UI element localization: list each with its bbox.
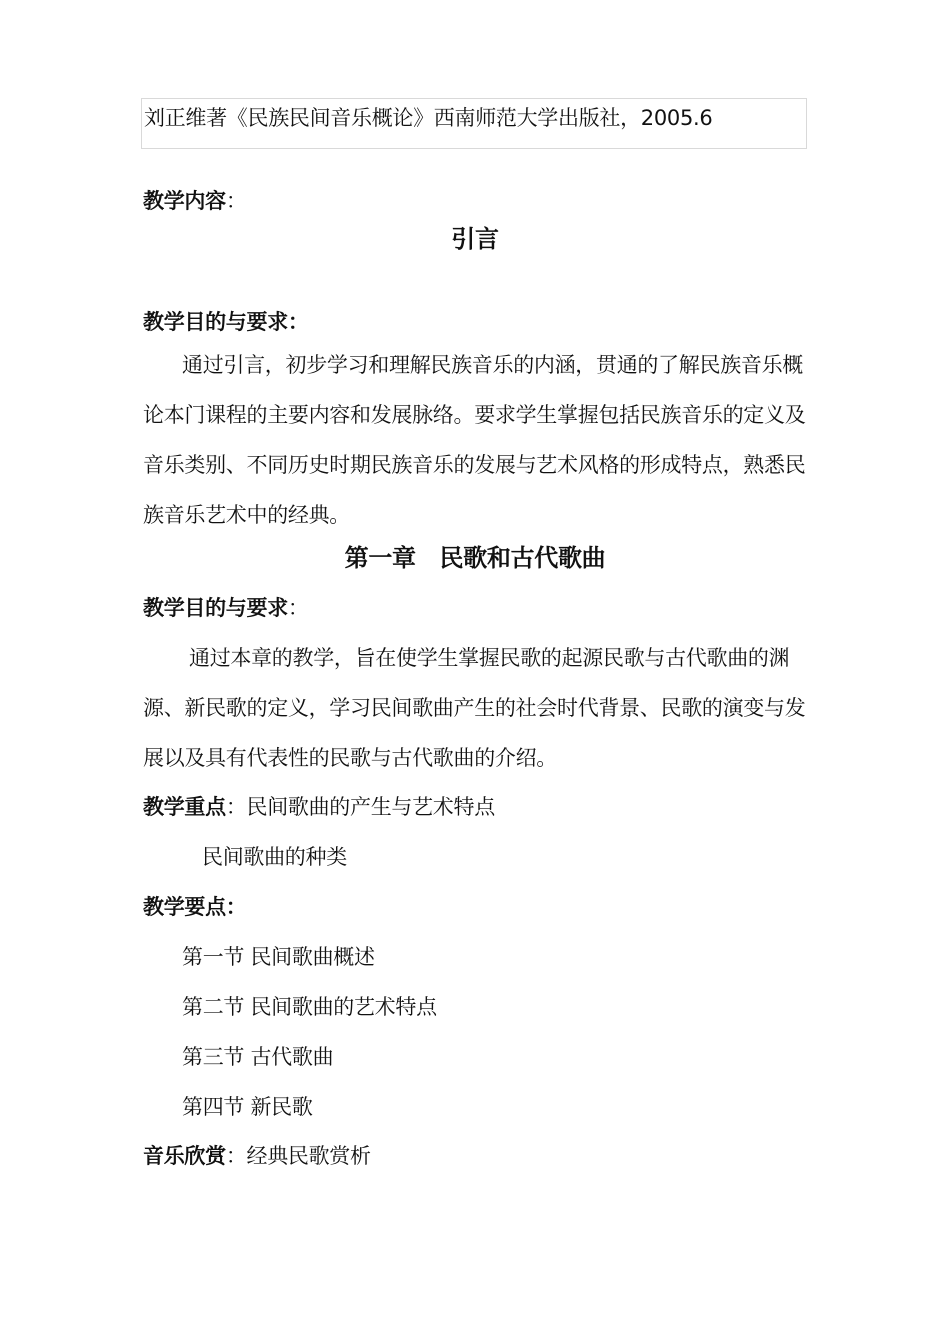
intro-paragraph-line: 族音乐艺术中的经典。 <box>143 503 350 527</box>
section-item: 第二节 民间歌曲的艺术特点 <box>182 995 437 1019</box>
chapter1-paragraph-line: 通过本章的教学，旨在使学生掌握民歌的起源民歌与古代歌曲的渊 <box>189 646 790 670</box>
focus-label: 教学重点 <box>143 795 226 819</box>
focus-line <box>143 794 495 820</box>
intro-aim-label: 教学目的与要求： <box>143 310 309 334</box>
keypoints-label: 教学要点： <box>143 895 247 919</box>
chapter1-aim-colon: ： <box>287 596 309 620</box>
intro-paragraph-line: 论本门课程的主要内容和发展脉络。要求学生掌握包括民族音乐的定义及 <box>143 403 806 427</box>
teaching-content-line <box>143 188 247 214</box>
section-item: 第三节 古代歌曲 <box>182 1045 334 1069</box>
intro-title: 引言 <box>451 225 499 253</box>
section-item: 第一节 民间歌曲概述 <box>182 945 375 969</box>
intro-paragraph-line: 通过引言，初步学习和理解民族音乐的内涵，贯通的了解民族音乐概 <box>182 353 803 377</box>
intro-paragraph-line: 音乐类别、不同历史时期民族音乐的发展与艺术风格的形成特点，熟悉民 <box>143 453 806 477</box>
appreciation-text: ：经典民歌赏析 <box>225 1144 371 1168</box>
chapter1-aim-label: 教学目的与要求 <box>143 596 288 620</box>
chapter1-paragraph-line: 展以及具有代表性的民歌与古代歌曲的介绍。 <box>143 746 557 770</box>
chapter1-title: 第一章 民歌和古代歌曲 <box>344 544 606 572</box>
chapter1-aim-line <box>143 595 309 621</box>
appreciation-label: 音乐欣赏 <box>143 1144 226 1168</box>
teaching-content-label: 教学内容 <box>143 189 226 213</box>
chapter1-paragraph-line: 源、新民歌的定义，学习民间歌曲产生的社会时代背景、民歌的演变与发 <box>143 696 806 720</box>
appreciation-line <box>143 1143 371 1169</box>
reference-text: 刘正维著《民族民间音乐概论》西南师范大学出版社，2005.6 <box>144 106 713 130</box>
section-item: 第四节 新民歌 <box>182 1095 313 1119</box>
focus-first: ：民间歌曲的产生与艺术特点 <box>225 795 495 819</box>
focus-second: 民间歌曲的种类 <box>202 845 347 869</box>
reference-box <box>141 98 807 149</box>
teaching-content-colon: ： <box>225 189 247 213</box>
